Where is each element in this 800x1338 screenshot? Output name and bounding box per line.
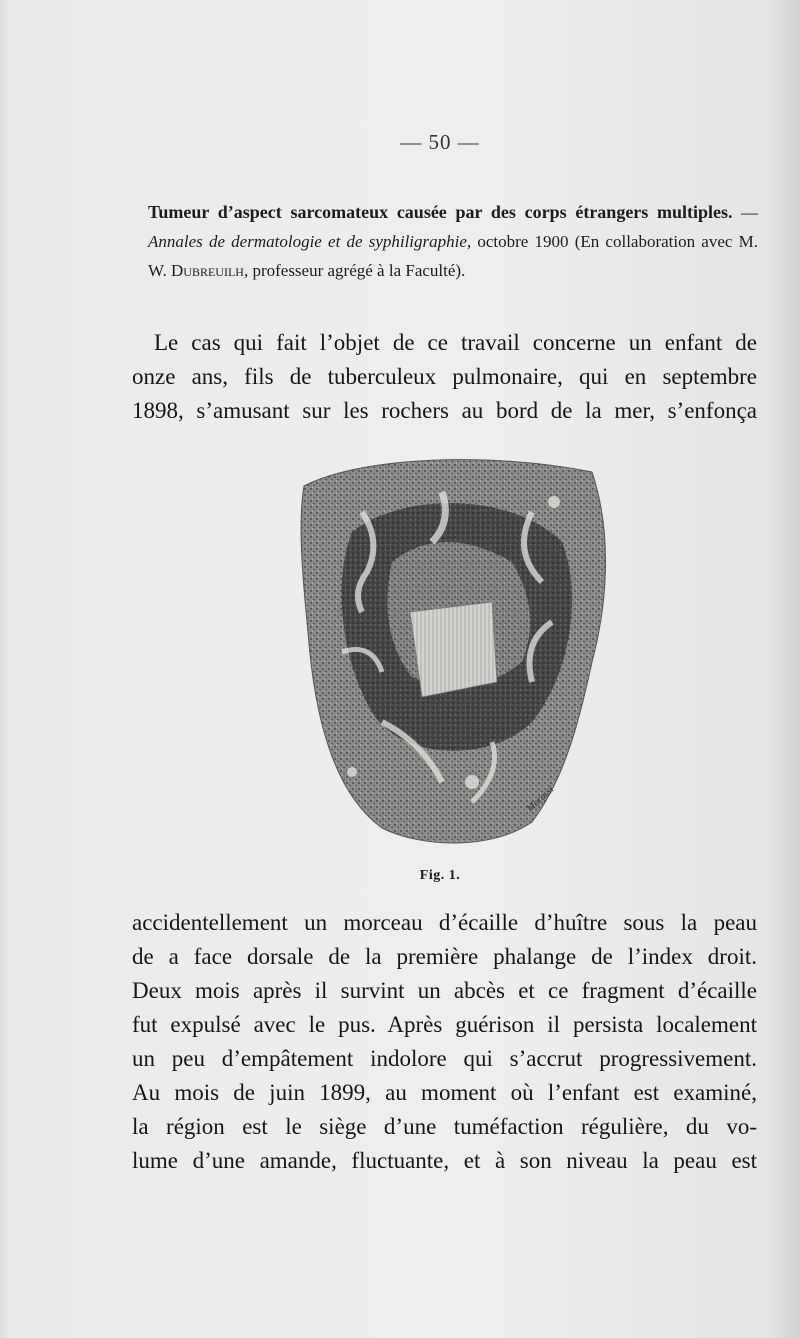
text-line: Le cas qui fait l’objet de ce travail concerne un enfant de (154, 330, 757, 355)
collaborator-role: , professeur agrégé à la Faculté). (243, 261, 466, 280)
page-number: — 50 — (400, 130, 480, 154)
text-line: la région est le siège d’une tuméfaction régulière, du vo- (132, 1114, 757, 1139)
title-dash: — (732, 203, 758, 222)
publication-title: Tumeur d’aspect sarcomateux causée par des corps étrangers multiples. (148, 202, 733, 222)
tumor-section-drawing (292, 452, 610, 850)
paragraph-top (132, 326, 757, 428)
text-line: 1898, s’amusant sur les rochers au bord de la mer, s’enfonça (132, 398, 757, 423)
journal-name: Annales de dermatologie et de syphiligraphie, (148, 232, 472, 251)
text-line: de a face dorsale de la première phalange de l’index droit. (132, 944, 757, 969)
figure-1-illustration (292, 452, 610, 850)
text-line: Au mois de juin 1899, au moment où l’enfant est examiné, (132, 1080, 757, 1105)
paragraph-bottom (132, 906, 757, 1178)
text-line: accidentellement un morceau d’écaille d’huître sous la peau (132, 910, 757, 935)
text-line: onze ans, fils de tuberculeux pulmonaire, qui en septembre (132, 364, 757, 389)
text-line: un peu d’empâtement indolore qui s’accrut progressivement. (132, 1046, 757, 1071)
publication-date: octobre 1900 (En collaboration avec M. W. (148, 232, 758, 280)
text-line: lume d’une amande, fluctuante, et à son niveau la peau est (132, 1148, 757, 1173)
text-line: fut expulsé avec le pus. Après guérison il persista localement (132, 1012, 757, 1037)
publication-title-block (148, 198, 758, 285)
figure-caption: Fig. 1. (419, 868, 461, 883)
collaborator-name: Dubreuilh (171, 261, 244, 280)
artist-signature: Morassi (524, 784, 557, 815)
text-line: Deux mois après il survint un abcès et ce fragment d’écaille (132, 978, 757, 1003)
